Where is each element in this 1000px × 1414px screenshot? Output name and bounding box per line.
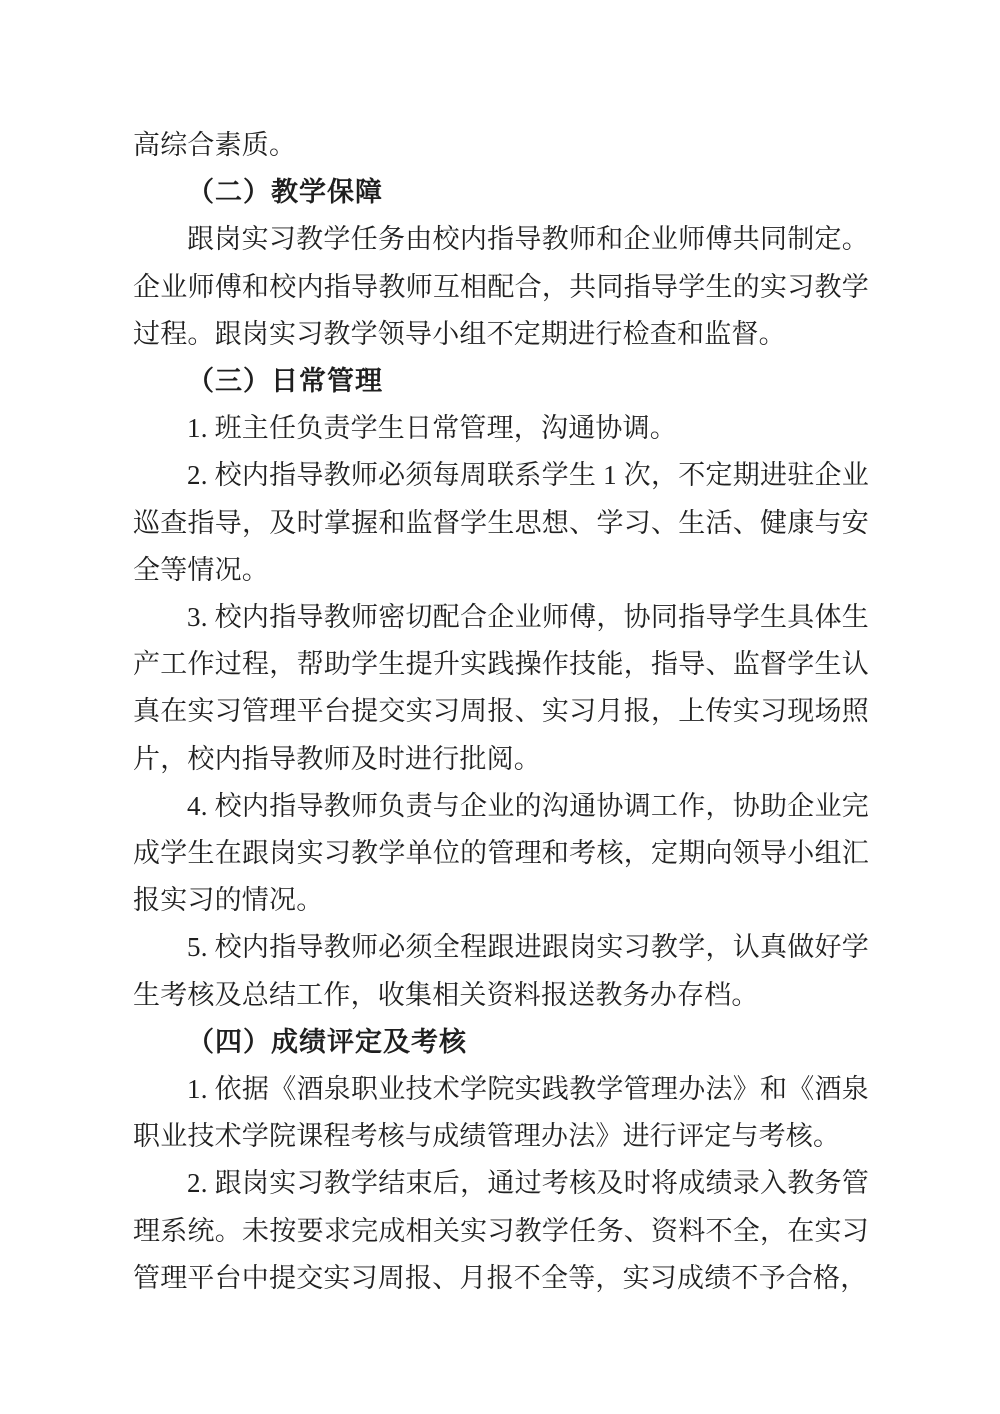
paragraph-daily-item-2: 2. 校内指导教师必须每周联系学生 1 次，不定期进驻企业巡查指导，及时掌握和监督学生思想、学习、生活、健康与安全等情况。 bbox=[133, 460, 869, 585]
section-heading-teaching-support: （二）教学保障 bbox=[187, 177, 383, 208]
paragraph-daily-item-1: 1. 班主任负责学生日常管理，沟通协调。 bbox=[187, 413, 677, 444]
paragraph-teaching-support: 跟岗实习教学任务由校内指导教师和企业师傅共同制定。企业师傅和校内指导教师互相配合，共同指导学生的实习教学过程。跟岗实习教学领导小组不定期进行检查和监督。 bbox=[133, 224, 869, 349]
section-heading-daily-management: （三）日常管理 bbox=[187, 366, 383, 397]
section-heading-grading: （四）成绩评定及考核 bbox=[187, 1026, 467, 1057]
paragraph-continuation: 高综合素质。 bbox=[133, 130, 297, 160]
paragraph-daily-item-3: 3. 校内指导教师密切配合企业师傅，协同指导学生具体生产工作过程，帮助学生提升实践操作技能，指导、监督学生认真在实习管理平台提交实习周报、实习月报，上传实习现场照片，校内指导教师及时进行批阅。 bbox=[133, 602, 869, 774]
document-body bbox=[133, 0, 869, 1302]
paragraph-grading-item-1: 1. 依据《酒泉职业技术学院实践教学管理办法》和《酒泉职业技术学院课程考核与成绩管理办法》进行评定与考核。 bbox=[133, 1074, 869, 1152]
paragraph-daily-item-4: 4. 校内指导教师负责与企业的沟通协调工作，协助企业完成学生在跟岗实习教学单位的管理和考核，定期向领导小组汇报实习的情况。 bbox=[133, 790, 869, 916]
paragraph-daily-item-5: 5. 校内指导教师必须全程跟进跟岗实习教学，认真做好学生考核及总结工作，收集相关资料报送教务办存档。 bbox=[133, 932, 869, 1010]
paragraph-grading-item-2: 2. 跟岗实习教学结束后，通过考核及时将成绩录入教务管理系统。未按要求完成相关实习教学任务、资料不全，在实习管理平台中提交实习周报、月报不全等，实习成绩不予合格， bbox=[133, 1168, 869, 1293]
